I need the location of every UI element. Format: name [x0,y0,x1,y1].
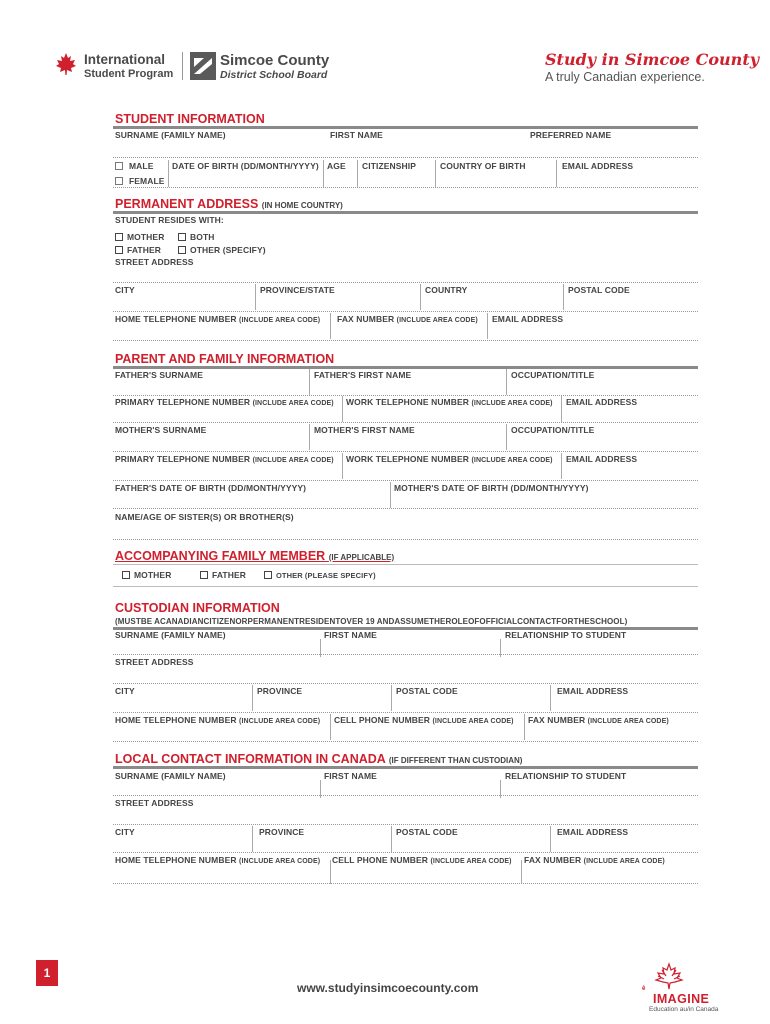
mothers-dob-label: MOTHER'S DATE OF BIRTH (DD/MONTH/YYYY) [394,483,589,493]
student-first-name-label: FIRST NAME [330,130,383,140]
father-work-phone-label: WORK TELEPHONE NUMBER (INCLUDE AREA CODE) [346,397,553,407]
father-email-label: EMAIL ADDRESS [566,397,638,407]
checkbox-icon [178,233,186,241]
mothers-surname-label: MOTHER'S SURNAME [115,425,207,435]
tagline-title: Study in Simcoe County [545,50,759,69]
student-email-label: EMAIL ADDRESS [562,161,634,171]
custodian-cell-phone-label: CELL PHONE NUMBER (INCLUDE AREA CODE) [334,715,514,725]
mothers-first-name-label: MOTHER'S FIRST NAME [314,425,415,435]
checkbox-icon [115,177,123,185]
permanent-country-label: COUNTRY [425,285,468,295]
scdsb-line1: Simcoe County [220,52,330,69]
mother-work-phone-label: WORK TELEPHONE NUMBER (INCLUDE AREA CODE) [346,454,553,464]
permanent-city-label: CITY [115,285,135,295]
checkbox-icon [115,246,123,254]
student-section-title: STUDENT INFORMATION [115,112,265,126]
student-country-of-birth-label: COUNTRY OF BIRTH [440,161,526,171]
local-city-label: CITY [115,827,135,837]
isp-line1: International [84,52,166,67]
custodian-province-label: PROVINCE [257,686,303,696]
local-surname-label: SURNAME (FAMILY NAME) [115,771,226,781]
resides-mother-checkbox[interactable]: MOTHER [115,232,164,242]
scdsb-logo-icon [190,52,216,80]
custodian-fax-label: FAX NUMBER (INCLUDE AREA CODE) [528,715,669,725]
custodian-postal-label: POSTAL CODE [396,686,458,696]
custodian-surname-label: SURNAME (FAMILY NAME) [115,630,226,640]
local-fax-label: FAX NUMBER (INCLUDE AREA CODE) [524,855,665,865]
mother-email-label: EMAIL ADDRESS [566,454,638,464]
parent-section-title: PARENT AND FAMILY INFORMATION [115,352,335,366]
permanent-email-label: EMAIL ADDRESS [492,314,564,324]
local-postal-label: POSTAL CODE [396,827,458,837]
permanent-street-label: STREET ADDRESS [115,257,194,267]
footer-url-link[interactable]: www.studyinsimcoecounty.com [297,981,479,995]
resides-father-checkbox[interactable]: FATHER [115,245,161,255]
local-home-phone-label: HOME TELEPHONE NUMBER (INCLUDE AREA CODE) [115,855,321,865]
scdsb-line2: District School Board [220,69,328,81]
imagine-maple-leaf-icon [652,962,686,990]
local-cell-phone-label: CELL PHONE NUMBER (INCLUDE AREA CODE) [332,855,512,865]
imagine-prefix: ê [642,986,646,992]
permanent-home-phone-label: HOME TELEPHONE NUMBER (INCLUDE AREA CODE) [115,314,321,324]
header-divider [182,52,183,80]
checkbox-icon [122,571,130,579]
student-age-label: AGE [327,161,346,171]
custodian-email-label: EMAIL ADDRESS [557,686,629,696]
resides-both-checkbox[interactable]: BOTH [178,232,214,242]
maple-leaf-icon [54,52,78,76]
male-checkbox[interactable]: MALE [115,161,153,171]
local-section-title: LOCAL CONTACT INFORMATION IN CANADA (IF DIFFERENT THAN CUSTODIAN) [115,752,523,766]
local-province-label: PROVINCE [259,827,305,837]
checkbox-icon [200,571,208,579]
checkbox-icon [115,162,123,170]
resides-with-label: STUDENT RESIDES WITH: [115,215,224,225]
student-dob-label: DATE OF BIRTH (DD/MONTH/YYYY) [172,161,319,171]
custodian-section-title: CUSTODIAN INFORMATION [115,601,280,615]
fathers-dob-label: FATHER'S DATE OF BIRTH (DD/MONTH/YYYY) [115,483,307,493]
checkbox-icon [178,246,186,254]
permanent-section-title: PERMANENT ADDRESS (IN HOME COUNTRY) [115,197,343,211]
fathers-surname-label: FATHER'S SURNAME [115,370,203,380]
custodian-home-phone-label: HOME TELEPHONE NUMBER (INCLUDE AREA CODE) [115,715,321,725]
custodian-note: (MUSTBE ACANADIANCITIZENORPERMANENTRESIDENTOVER 19 ANDASSUMETHEROLEOFOFFICIALCONTACTFORTHESCHOOL) [115,617,628,626]
checkbox-icon [264,571,272,579]
local-street-label: STREET ADDRESS [115,798,194,808]
local-relationship-label: RELATIONSHIP TO STUDENT [505,771,627,781]
resides-other-checkbox[interactable]: OTHER (SPECIFY) [178,245,266,255]
female-checkbox[interactable]: FEMALE [115,176,165,186]
imagine-word: IMAGINE [653,992,710,1006]
section-rule [113,126,698,129]
permanent-postal-label: POSTAL CODE [568,285,630,295]
fathers-occupation-label: OCCUPATION/TITLE [511,370,595,380]
student-preferred-name-label: PREFERRED NAME [530,130,612,140]
father-primary-phone-label: PRIMARY TELEPHONE NUMBER (INCLUDE AREA CODE) [115,397,334,407]
mothers-occupation-label: OCCUPATION/TITLE [511,425,595,435]
page-number-badge: 1 [36,960,58,986]
mother-primary-phone-label: PRIMARY TELEPHONE NUMBER (INCLUDE AREA CODE) [115,454,334,464]
local-first-name-label: FIRST NAME [324,771,377,781]
fathers-first-name-label: FATHER'S FIRST NAME [314,370,412,380]
permanent-fax-label: FAX NUMBER (INCLUDE AREA CODE) [337,314,478,324]
permanent-province-label: PROVINCE/STATE [260,285,335,295]
custodian-street-label: STREET ADDRESS [115,657,194,667]
local-email-label: EMAIL ADDRESS [557,827,629,837]
checkbox-icon [115,233,123,241]
tagline-subtitle: A truly Canadian experience. [545,70,705,84]
custodian-first-name-label: FIRST NAME [324,630,377,640]
accompanying-father-checkbox[interactable]: FATHER [200,570,246,580]
imagine-subtitle: Education au/in Canada [649,1006,719,1013]
accompanying-other-checkbox[interactable]: OTHER (PLEASE SPECIFY) [264,570,376,580]
accompanying-section-title: ACCOMPANYING FAMILY MEMBER (IF APPLICABLE) [115,549,395,563]
siblings-label: NAME/AGE OF SISTER(S) OR BROTHER(S) [115,512,294,522]
accompanying-mother-checkbox[interactable]: MOTHER [122,570,171,580]
imagine-logo [640,962,720,1012]
student-surname-label: SURNAME (FAMILY NAME) [115,130,226,140]
custodian-relationship-label: RELATIONSHIP TO STUDENT [505,630,627,640]
student-citizenship-label: CITIZENSHIP [362,161,416,171]
custodian-city-label: CITY [115,686,135,696]
isp-line2: Student Program [84,68,174,80]
